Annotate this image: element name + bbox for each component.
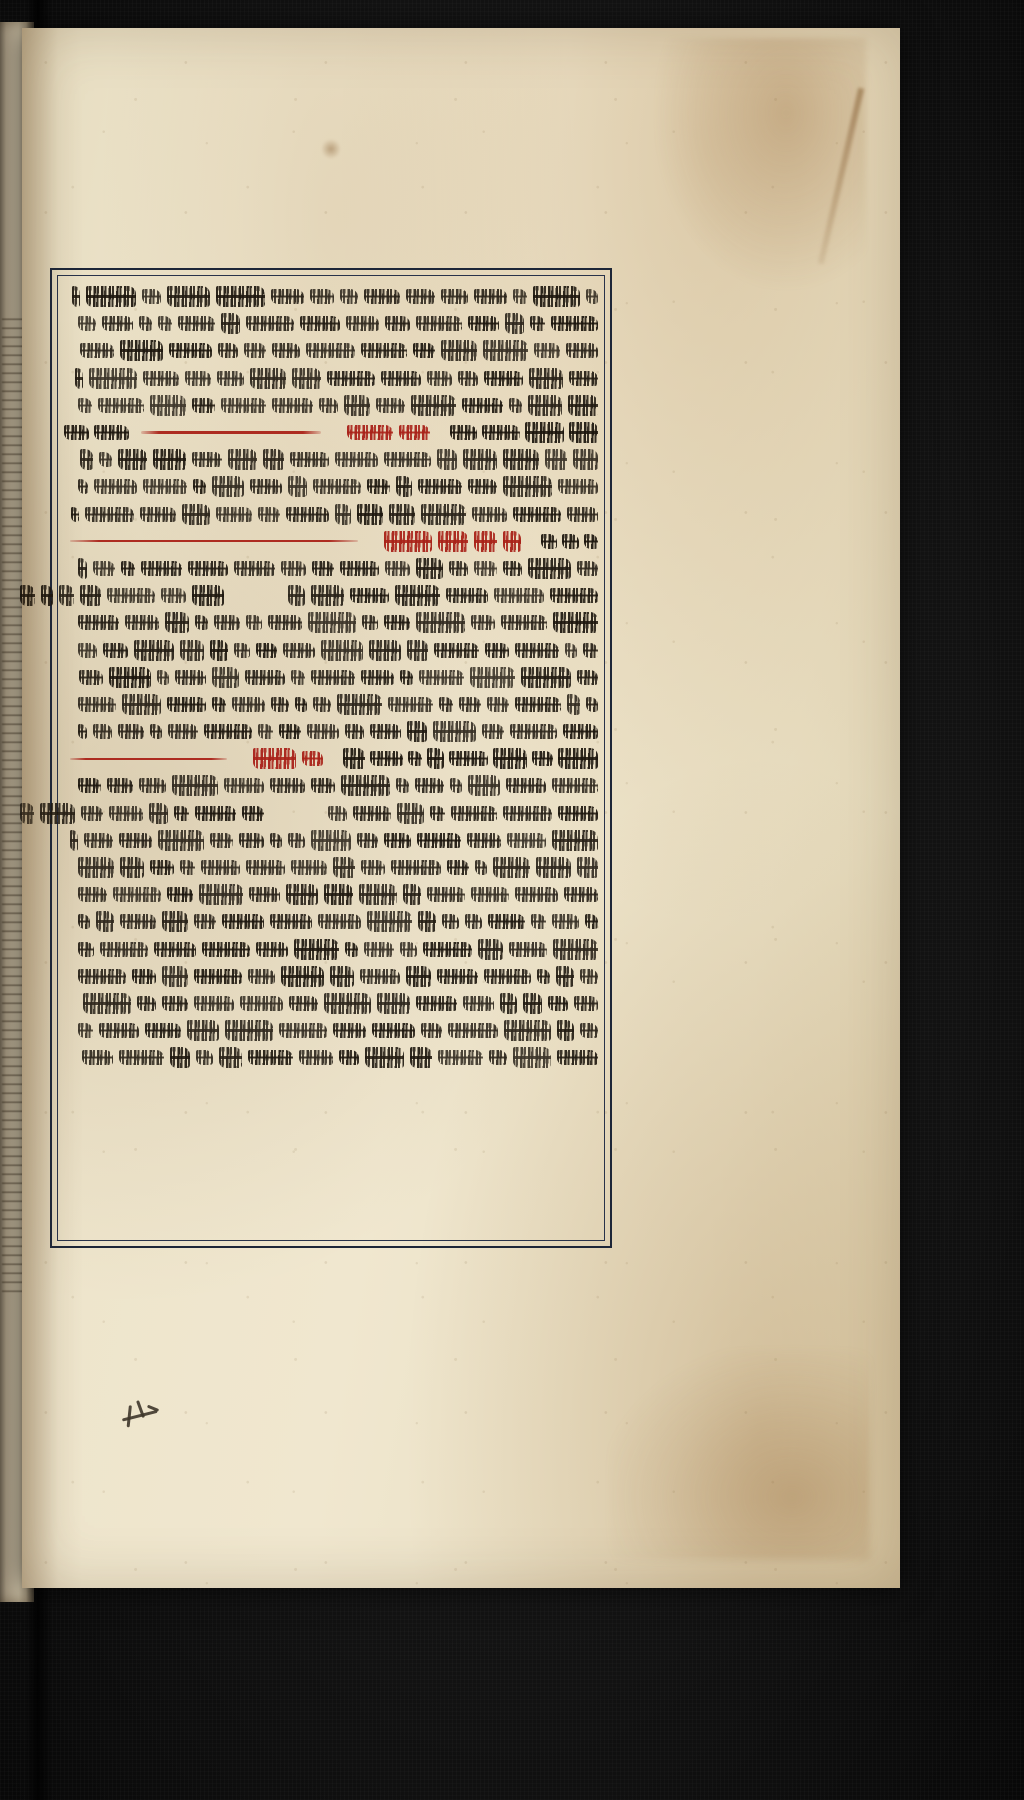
manuscript-leaf bbox=[22, 28, 900, 1588]
water-stain-bottom-right bbox=[610, 1350, 870, 1560]
chapter-rubric bbox=[384, 531, 521, 552]
catchword bbox=[116, 1396, 168, 1441]
text-line bbox=[64, 881, 598, 908]
chapter-rubric bbox=[347, 425, 430, 440]
rubric-rule bbox=[141, 431, 321, 433]
text-line bbox=[64, 365, 598, 392]
text-line bbox=[64, 664, 598, 691]
chapter-heading-line bbox=[64, 528, 598, 555]
text-line bbox=[64, 936, 598, 963]
text-line bbox=[64, 501, 598, 528]
text-line bbox=[64, 1044, 598, 1071]
text-line bbox=[64, 1017, 598, 1044]
chapter-heading-line bbox=[64, 745, 598, 772]
heading-caption-left bbox=[64, 425, 129, 440]
water-stain-top-right bbox=[656, 38, 866, 288]
text-line bbox=[64, 473, 598, 500]
heading-caption-right bbox=[450, 422, 598, 443]
text-line bbox=[64, 582, 598, 609]
text-line bbox=[64, 636, 598, 663]
text-frame bbox=[50, 268, 612, 1248]
heading-caption-right bbox=[343, 748, 598, 769]
text-line bbox=[64, 392, 598, 419]
text-block bbox=[64, 283, 598, 1236]
text-line bbox=[64, 990, 598, 1017]
text-line bbox=[64, 609, 598, 636]
text-line bbox=[64, 691, 598, 718]
text-line bbox=[64, 963, 598, 990]
rubric-rule bbox=[70, 540, 358, 542]
text-line bbox=[64, 555, 598, 582]
ink-spot bbox=[322, 138, 340, 160]
text-line bbox=[64, 827, 598, 854]
text-line bbox=[64, 446, 598, 473]
text-line bbox=[64, 854, 598, 881]
chapter-heading-line bbox=[64, 419, 598, 446]
text-line bbox=[64, 283, 598, 310]
text-line bbox=[64, 908, 598, 935]
text-line bbox=[64, 310, 598, 337]
text-line bbox=[64, 718, 598, 745]
text-line bbox=[64, 800, 598, 827]
heading-caption-right bbox=[541, 534, 598, 549]
chapter-rubric bbox=[253, 748, 323, 769]
text-line bbox=[64, 337, 598, 364]
text-line bbox=[64, 772, 598, 799]
rubric-rule bbox=[70, 758, 227, 760]
